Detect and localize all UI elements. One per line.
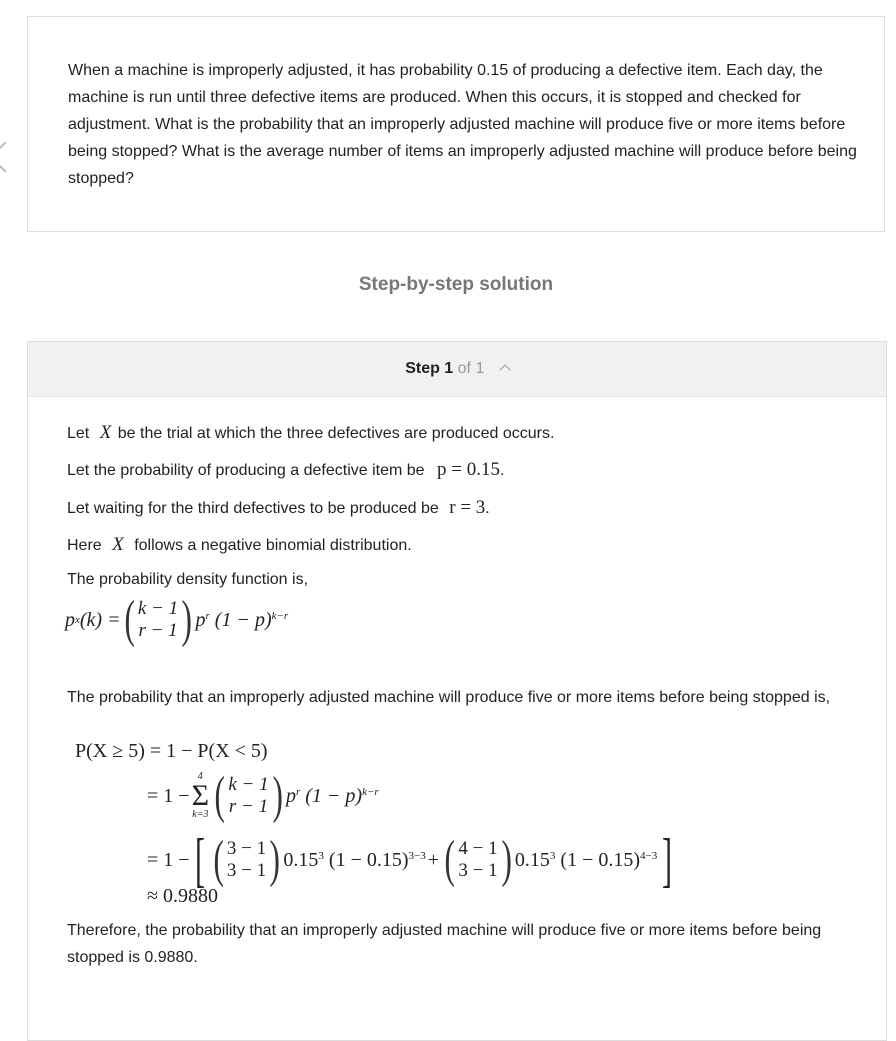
binomial: ( 3 − 1 3 − 1 ) (213, 831, 280, 888)
math: 3 (318, 850, 324, 862)
binomial: ( k − 1 r − 1 ) (214, 767, 283, 824)
math: k−r (271, 610, 289, 622)
probability-equation-sum (147, 767, 379, 824)
probability-equation-expanded: = 1 − [ ( 3 − 1 3 − 1 ) 0.15 $^3$ (1 − 0.15) $^{3-3}$ + ( 4 − 1 3 − 1 ) 0.15 $^3$ (1 − 0.15) $^{4-3}$ ] (147, 827, 673, 893)
section-title: Step-by-step solution (358, 274, 554, 295)
math: 4−3 (640, 850, 658, 862)
binom-bottom: 3 − 1 (458, 860, 498, 881)
binom-bottom: r − 1 (138, 620, 178, 641)
sum-lower: k=3 (192, 809, 209, 820)
text: Here (67, 537, 102, 554)
binomial: ( k − 1 r − 1 ) (124, 591, 193, 648)
line-5: The probability density function is, (67, 571, 309, 588)
step-label: Step 1 (405, 360, 454, 377)
math: p (65, 608, 75, 631)
text: be the trial at which the three defectives are produced occurs. (117, 425, 555, 442)
binom-top: k − 1 (228, 774, 269, 795)
text: Let waiting for the third defectives to be produced be (67, 500, 439, 517)
math: p = 0.15 (437, 459, 500, 480)
binom-top: k − 1 (137, 598, 179, 619)
math: (1 − 0.15) (328, 848, 409, 871)
binom-top: 3 − 1 (226, 838, 267, 859)
math-var: X (99, 422, 112, 443)
math: (1 − p) (305, 784, 363, 807)
binom-bottom: r − 1 (228, 796, 269, 817)
math: p (285, 784, 296, 807)
step-count: of 1 (457, 360, 485, 377)
math: (1 − 0.15) (560, 848, 641, 871)
step-card (27, 341, 887, 1041)
math: r (295, 786, 301, 798)
line-1 (67, 422, 554, 444)
math: p (195, 608, 206, 631)
approx-result: ≈ 0.9880 (147, 885, 218, 907)
math-var: X (112, 534, 124, 555)
math: r = 3 (449, 497, 486, 518)
math: k−r (362, 786, 379, 798)
math: 3 (549, 850, 556, 862)
sum-upper: 4 (197, 771, 203, 782)
math: r (205, 610, 210, 622)
math: 3−3 (408, 850, 426, 862)
math: = 1 − (147, 848, 190, 871)
step-header[interactable] (28, 342, 886, 397)
binom-bottom: 3 − 1 (226, 860, 267, 881)
math: 0.15 (514, 848, 550, 871)
question-text: When a machine is improperly adjusted, it has probability 0.15 of producing a defective item. Each day, the machine is run until three defective items are produced. When this occurs, it is stopped and checked for adjustment. What is the probability that an improperly adjusted machine will produce five or more items before being stopped? What is the average number of items an improperly adjusted machine will produce before being stopped? (68, 62, 857, 187)
text: follows a negative binomial distribution. (134, 537, 412, 554)
line-2: Let the probability of producing a defective item be p = 0.15. (67, 459, 505, 480)
math: = 1 − (147, 784, 190, 807)
text: Let (67, 425, 90, 442)
math: (k) = (79, 608, 121, 631)
conclusion: Therefore, the probability that an improperly adjusted machine will produce five or more items before being stopped is 0.9880. (67, 922, 822, 966)
math: + (427, 848, 440, 871)
collapse-caret-icon[interactable] (499, 364, 510, 375)
line-6: The probability that an improperly adjusted machine will produce five or more items before being stopped is, (67, 689, 831, 706)
binomial: ( 4 − 1 3 − 1 ) (444, 831, 512, 888)
math: x (75, 614, 80, 626)
question-card (27, 16, 885, 232)
text: Let the probability of producing a defective item be (67, 462, 425, 479)
pmf-formula (65, 591, 289, 648)
math: 0.15 (283, 848, 319, 871)
line-3: Let waiting for the third defectives to be produced be r = 3. (67, 497, 490, 518)
binom-top: 4 − 1 (458, 838, 498, 859)
line-4 (67, 534, 412, 556)
previous-chevron-icon[interactable] (0, 141, 21, 172)
math: (1 − p) (214, 608, 272, 631)
summation-icon: 4 Σ k=3 (191, 771, 210, 820)
probability-equation-line1: P(X ≥ 5) = 1 − P(X < 5) (75, 740, 268, 762)
